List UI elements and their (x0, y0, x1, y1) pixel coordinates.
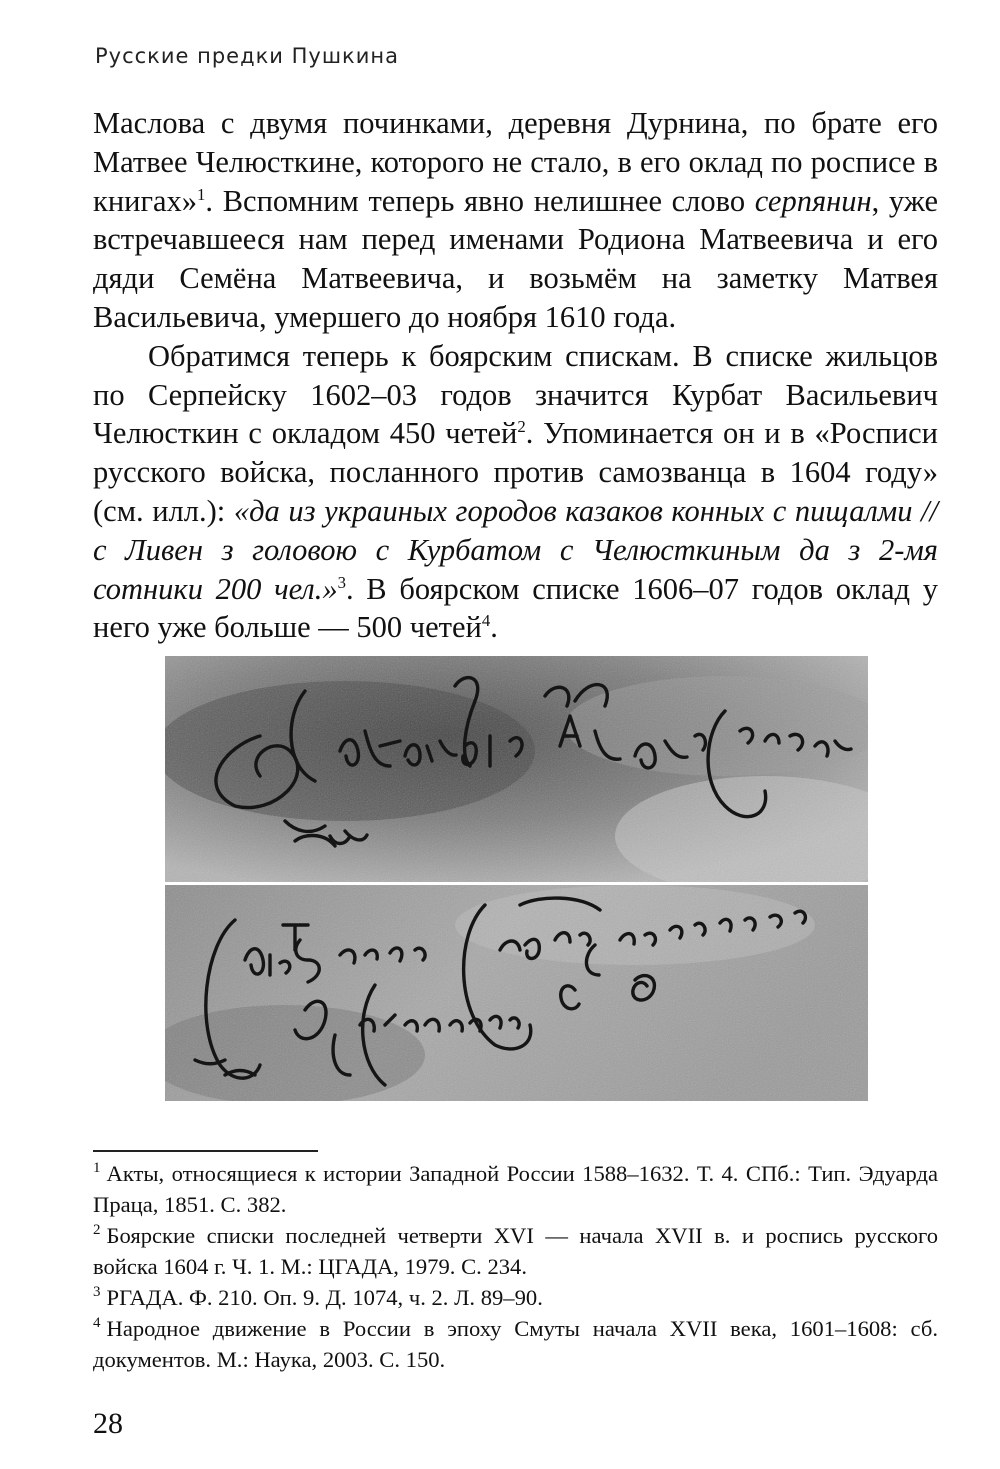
text-run: . Вспомним теперь явно нелишнее слово (205, 183, 755, 218)
footnote-ref: 4 (481, 611, 491, 631)
manuscript-scan-bottom (165, 885, 868, 1101)
italic-run: серпянин (754, 183, 872, 218)
footnote (93, 1282, 938, 1313)
footnote-ref: 1 (197, 184, 206, 204)
text-run: Обратимся теперь к боярским спискам. В списке жильцов по Серпейску 1602–03 годов значится Курбат Васильевич Челюсткин с окладом 450 четей (93, 338, 938, 451)
footnote-text: РГАДА. Ф. 210. Оп. 9. Д. 1074, ч. 2. Л. 89–90. (106, 1285, 543, 1310)
paragraph (93, 104, 938, 337)
footnote-divider (93, 1150, 318, 1152)
italic-run: «да из украиных городов казаков конных с пищалми // с Ливен з головою с Курбатом с Челюсткиным да з 2-мя сотники 200 чел.» (93, 493, 939, 606)
footnote (93, 1220, 938, 1282)
footnote-number: 3 (93, 1284, 101, 1301)
footnote-number: 4 (93, 1315, 101, 1332)
manuscript-illustration (165, 656, 868, 1101)
body-text (93, 104, 938, 647)
manuscript-scan-top (165, 656, 868, 882)
footnote-text: Боярские списки последней четверти XVI — начала XVII в. и роспись русского войска 1604 г. Ч. 1. М.: ЦГАДА, 1979. С. 234. (93, 1223, 938, 1279)
text-run: . Упоминается он и в «Росписи русского войска, посланного против самозванца в 1604 году» (см. илл.): (93, 416, 938, 528)
text-run: Маслова с двумя починками, деревня Дурнина, по брате его Матвее Челюсткине, которого не стало, в его оклад по росписе в книгах» (93, 106, 938, 218)
text-run: . (490, 610, 498, 645)
running-head: Русские предки Пушкина (95, 44, 399, 68)
text-run: . В боярском списке 1606–07 годов оклад у него уже больше — 500 четей (93, 571, 938, 645)
footnote-ref: 3 (337, 572, 346, 592)
footnote (93, 1158, 938, 1220)
manuscript-fragment-top (165, 656, 868, 882)
footnotes (93, 1158, 938, 1375)
footnote-number: 1 (93, 1160, 101, 1177)
manuscript-fragment-bottom (165, 885, 868, 1101)
page-number: 28 (93, 1407, 123, 1440)
footnote-text: Народное движение в России в эпоху Смуты начала XVII века, 1601–1608: сб. документов. М.: Наука, 2003. С. 150. (93, 1316, 938, 1372)
footnote-number: 2 (93, 1222, 101, 1239)
footnote (93, 1313, 938, 1375)
paragraph (93, 337, 938, 647)
footnote-ref: 2 (517, 417, 526, 437)
text-run: , уже встречавшееся нам перед именами Родиона Матвеевича и его дяди Семёна Матвеевича, и возьмём на заметку Матвея Васильевича, умершего до ноября 1610 года. (93, 183, 938, 334)
footnote-text: Акты, относящиеся к истории Западной России 1588–1632. Т. 4. СПб.: Тип. Эдуарда Праца, 1851. С. 382. (93, 1161, 938, 1217)
